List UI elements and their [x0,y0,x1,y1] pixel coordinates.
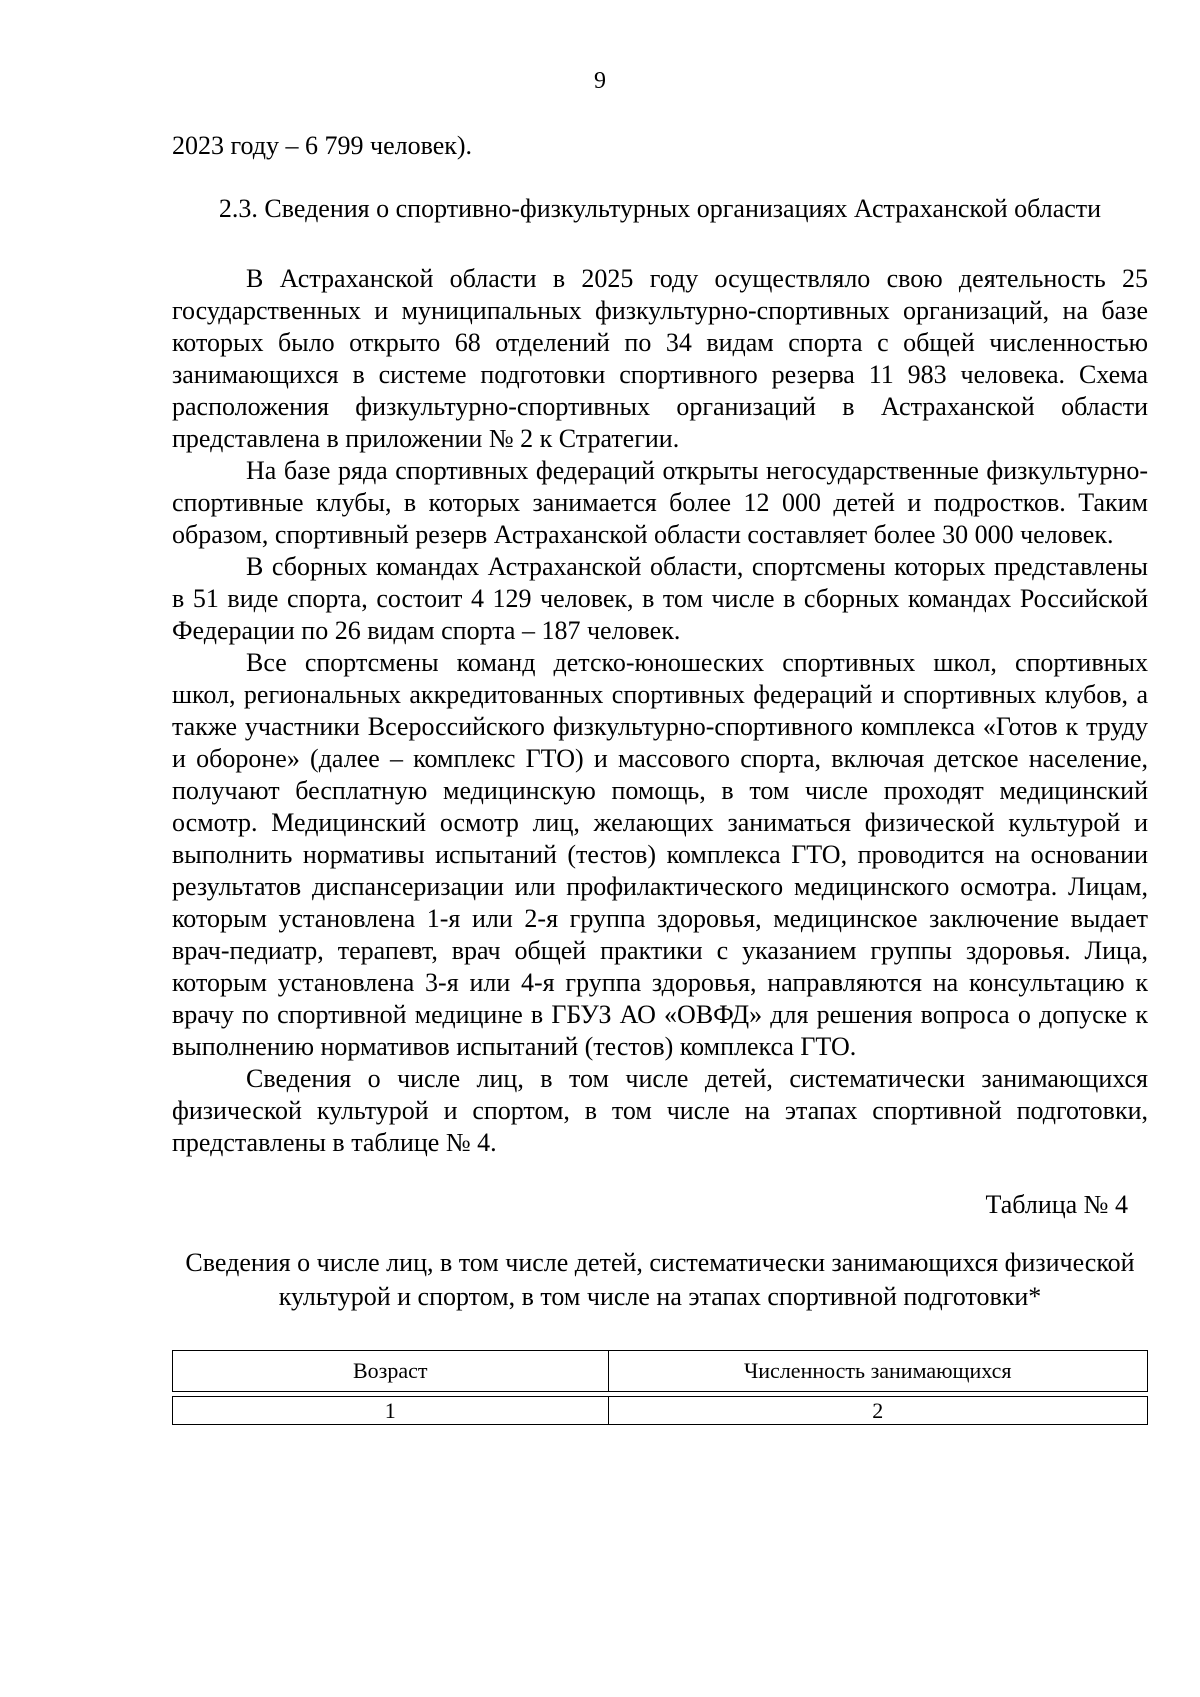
paragraph: В сборных командах Астраханской области, спортсмены которых представлены в 51 виде спорта, состоит 4 129 человек, в том числе в сборных командах Российской Федерации по 26 видам спорта – 187 человек. [172,552,1148,645]
paragraph: На базе ряда спортивных федераций открыты негосударственные физкультурно-спортивные клубы, в которых занимается более 12 000 детей и подростков. Таким образом, спортивный резерв Астраханской области составляет более 30 000 человек. [172,456,1148,549]
data-table [172,1350,1148,1425]
table-header-row [173,1351,1148,1392]
table-header-cell: Численность занимающихся [608,1351,1147,1392]
paragraph: Сведения о числе лиц, в том числе детей, систематически занимающихся физической культурой и спортом, в том числе на этапах спортивной подготовки, представлены в таблице № 4. [172,1064,1148,1157]
table-caption: Сведения о числе лиц, в том числе детей, систематически занимающихся физической культурой и спортом, в том числе на этапах спортивной подготовки* [185,1248,1135,1311]
section-heading: 2.3. Сведения о спортивно-физкультурных организациях Астраханской области [218,194,1102,223]
table-column-number: 1 [173,1397,609,1425]
page-number: 9 [594,68,606,94]
continuation-text: 2023 году – 6 799 человек). [172,131,473,160]
table-label: Таблица № 4 [985,1190,1128,1219]
table-header-cell: Возраст [173,1351,609,1392]
table-column-number: 2 [608,1397,1147,1425]
paragraph: Все спортсмены команд детско-юношеских спортивных школ, спортивных школ, региональных аккредитованных спортивных федераций и спортивных клубов, а также участники Всероссийского физкультурно-спортивного комплекса «Готов к труду и обороне» (далее – комплекс ГТО) и массового спорта, включая детское население, получают бесплатную медицинскую помощь, в том числе проходят медицинский осмотр. Медицинский осмотр лиц, желающих заниматься физической культурой и выполнить нормативы испытаний (тестов) комплекса ГТО, проводится на основании результатов диспансеризации или профилактического медицинского осмотра. Лицам, которым установлена 1-я или 2-я группа здоровья, медицинское заключение выдает врач-педиатр, терапевт, врач общей практики с указанием группы здоровья. Лица, которым установлена 3-я или 4-я группа здоровья, направляются на консультацию к врачу по спортивной медицине в ГБУЗ АО «ОВФД» для решения вопроса о допуске к выполнению нормативов испытаний (тестов) комплекса ГТО. [172,648,1148,1061]
table-column-number-row [173,1397,1148,1425]
paragraph: В Астраханской области в 2025 году осуществляло свою деятельность 25 государственных и муниципальных физкультурно-спортивных организаций, на базе которых было открыто 68 отделений по 34 видам спорта с общей численностью занимающихся в системе подготовки спортивного резерва 11 983 человека. Схема расположения физкультурно-спортивных организаций в Астраханской области представлена в приложении № 2 к Стратегии. [172,264,1148,453]
page-content [172,130,1148,1425]
